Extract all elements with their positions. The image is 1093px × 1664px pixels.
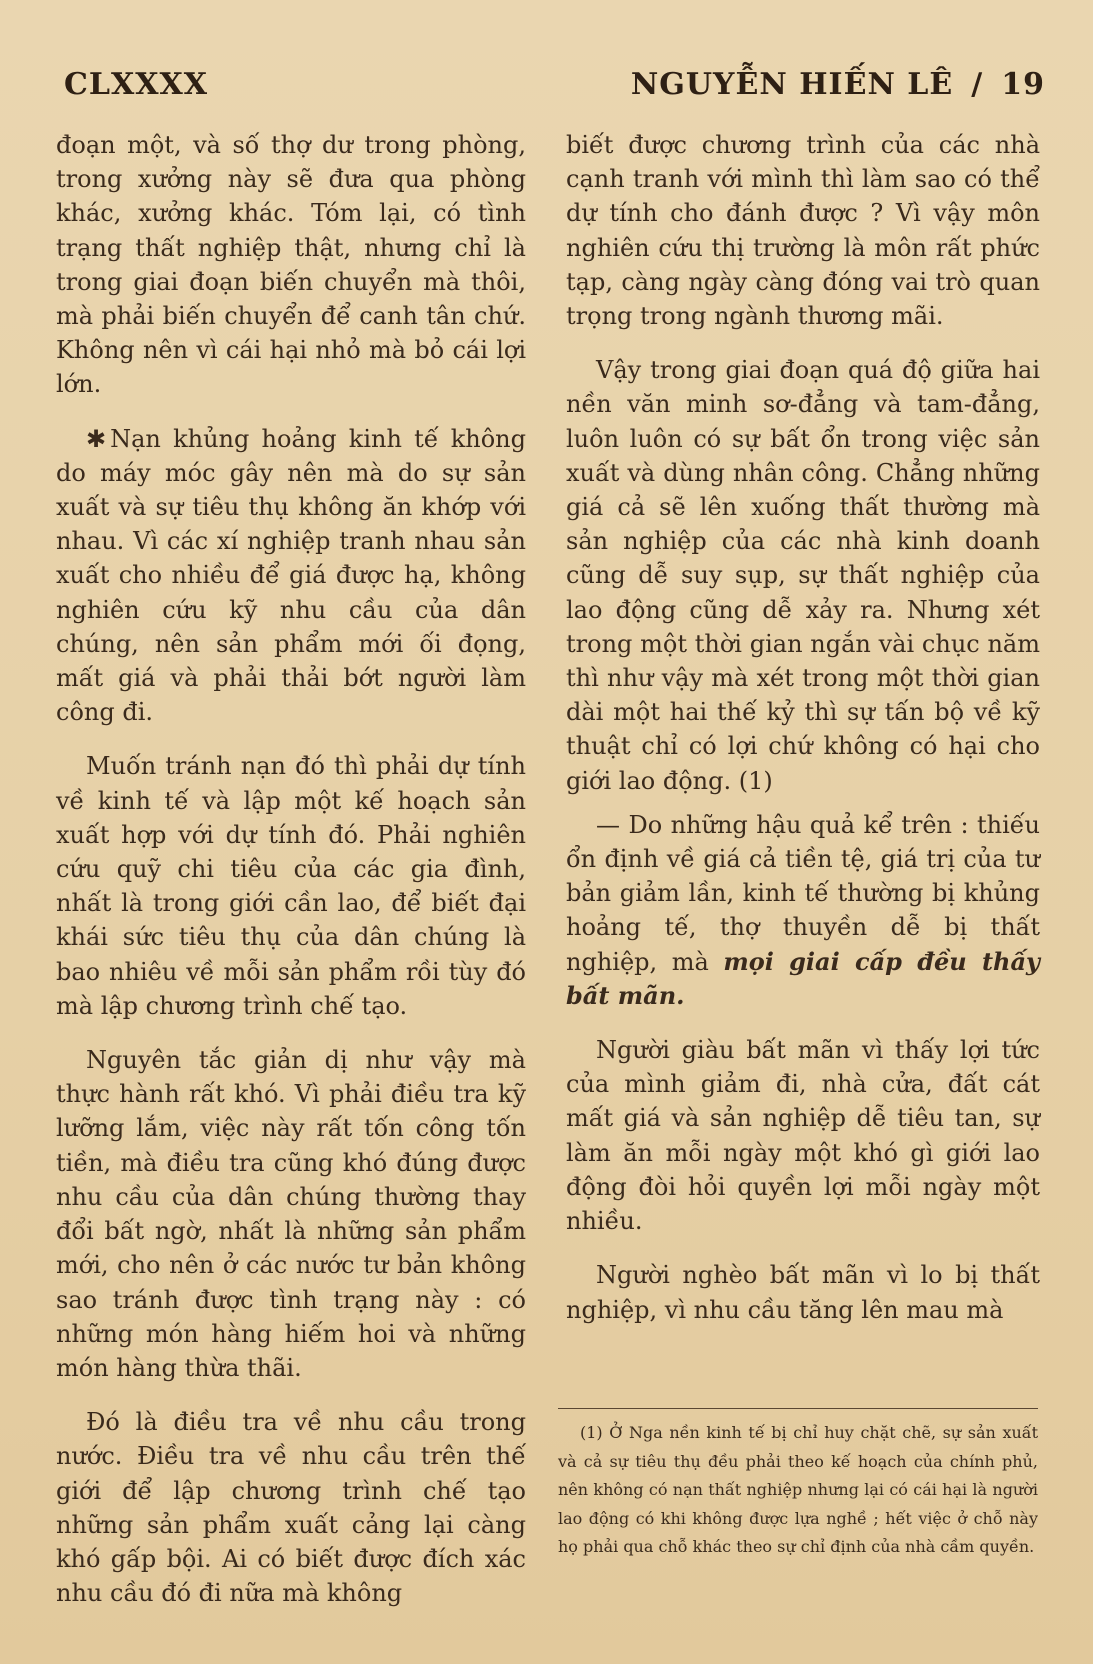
footnote-text: (1) Ở Nga nền kinh tế bị chỉ huy chặt chẽ, sự sản xuất và cả sự tiêu thụ đều phải theo kế hoạch của chính phủ, nên không có nạn thất nghiệp nhưng lại có cái hại là người lao động có khi không được lựa nghề ; hết việc ở chỗ này họ phải qua chỗ khác theo sự chỉ định của nhà cầm quyền. [558, 1423, 1038, 1556]
paragraph: Nguyên tắc giản dị như vậy mà thực hành rất khó. Vì phải điều tra kỹ lưỡng lắm, việc này rất tốn công tốn tiền, mà điều tra cũng khó đúng được nhu cầu của dân chúng thường thay đổi bất ngờ, nhất là những sản phẩm mới, cho nên ở các nước tư bản không sao tránh được tình trạng này : có những món hàng hiếm hoi và những món hàng thừa thãi. [56, 1046, 526, 1382]
paragraph-text: — Do những hậu quả kể trên : thiếu ổn định về giá cả tiền tệ, giá trị của tư bản giảm lần, kinh tế thường bị khủng hoảng tế, thợ thuyền dễ bị thất nghiệp, mà [566, 810, 1040, 976]
paragraph: Người giàu bất mãn vì thấy lợi tức của mình giảm đi, nhà cửa, đất cát mất giá và sản nghiệp dễ tiêu tan, sự làm ăn mỗi ngày một khó gì giới lao động đòi hỏi quyền lợi mỗi ngày một nhiều. [566, 1036, 1040, 1236]
emphasis-text: mọi giai cấp đều thấy bất mãn. [566, 946, 1040, 1010]
paragraph: Đó là điều tra về nhu cầu trong nước. Điều tra về nhu cầu trên thế giới để lập chương trình chế tạo những sản phẩm xuất cảng lại càng khó gấp bội. Ai có biết được đích xác nhu cầu đó đi nữa mà không [56, 1408, 526, 1608]
series-number: CLXXXX [64, 66, 209, 102]
author-name: NGUYỄN HIẾN LÊ [630, 66, 954, 102]
right-column [566, 128, 1040, 1347]
paragraph [566, 808, 1040, 1013]
left-column [56, 128, 526, 1630]
paragraph [56, 422, 526, 730]
paragraph: Vậy trong giai đoạn quá độ giữa hai nền văn minh sơ-đẳng và tam-đẳng, luôn luôn có sự bất ổn trong việc sản xuất và dùng nhân công. Chẳng những giá cả sẽ lên xuống thất thường mà sản nghiệp của các nhà kinh doanh cũng dễ suy sụp, sự thất nghiệp của lao động cũng dễ xảy ra. Nhưng xét trong một thời gian ngắn vài chục năm thì như vậy mà xét trong một thời gian dài một hai thế kỷ thì sự tấn bộ về kỹ thuật chỉ có lợi chứ không có hại cho giới lao động. (1) [566, 356, 1040, 795]
footnote [558, 1408, 1038, 1562]
page-header [64, 62, 1045, 106]
paragraph: Muốn tránh nạn đó thì phải dự tính về kinh tế và lập một kế hoạch sản xuất hợp với dự tính đó. Phải nghiên cứu quỹ chi tiêu của các gia đình, nhất là trong giới cần lao, để biết đại khái sức tiêu thụ của dân chúng là bao nhiêu về mỗi sản phẩm rồi tùy đó mà lập chương trình chế tạo. [56, 752, 526, 1020]
paragraph: Người nghèo bất mãn vì lo bị thất nghiệp, vì nhu cầu tăng lên mau mà [566, 1261, 1040, 1324]
page-number: 19 [1001, 66, 1045, 102]
paragraph: đoạn một, và số thợ dư trong phòng, trong xưởng này sẽ đưa qua phòng khác, xưởng khác. Tóm lại, có tình trạng thất nghiệp thật, nhưng chỉ là trong giai đoạn biến chuyển mà thôi, mà phải biến chuyển để canh tân chứ. Không nên vì cái hại nhỏ mà bỏ cái lợi lớn. [56, 131, 526, 399]
star-icon: ✱ [86, 424, 107, 453]
header-separator: / [971, 66, 984, 102]
paragraph: biết được chương trình của các nhà cạnh tranh với mình thì làm sao có thể dự tính cho đánh được ? Vì vậy môn nghiên cứu thị trường là môn rất phức tạp, càng ngày càng đóng vai trò quan trọng trong ngành thương mãi. [566, 131, 1040, 331]
paragraph-text: Nạn khủng hoảng kinh tế không do máy móc gây nên mà do sự sản xuất và sự tiêu thụ không ăn khớp với nhau. Vì các xí nghiệp tranh nhau sản xuất cho nhiều để giá được hạ, không nghiên cứu kỹ nhu cầu của dân chúng, nên sản phẩm mới ối đọng, mất giá và phải thải bớt người làm công đi. [56, 424, 526, 727]
header-right [631, 67, 1045, 102]
